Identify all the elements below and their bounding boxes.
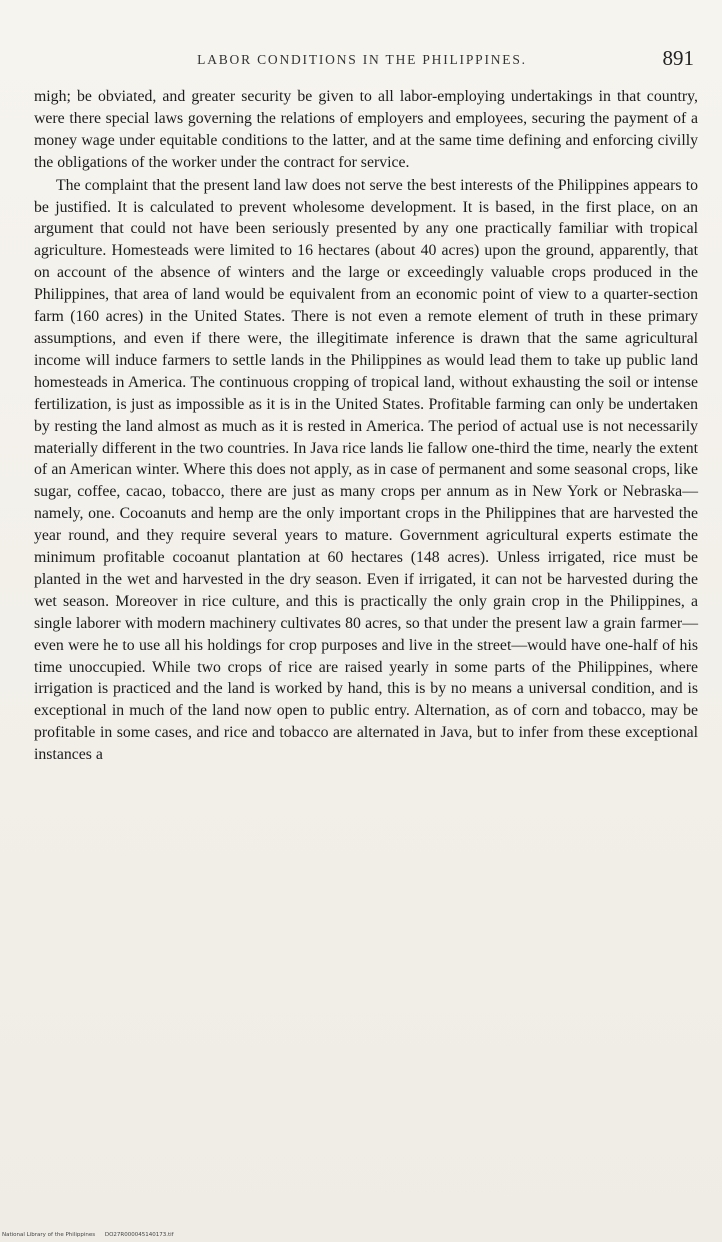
file-code: DO27R000045140173.tif bbox=[104, 1232, 174, 1238]
scan-footer bbox=[2, 1232, 182, 1238]
paragraph-land-law: The complaint that the present land law does not serve the best interests of the Philippines appears to be justified. It is calculated to prevent wholesome development. It is based, in the first place, on an argument that could not have been seriously presented by any one practically familiar with tropical agriculture. Homesteads were limited to 16 hectares (about 40 acres) upon the ground, apparently, that on account of the absence of winters and the large or exceedingly valuable crops produced in the Philippines, that area of land would be equivalent from an economic point of view to a quarter-section farm (160 acres) in the United States. There is not even a remote element of truth in these primary assumptions, and even if there were, the illegitimate inference is drawn that the same agricultural income will induce farmers to settle lands in the Philippines as would lead them to take up public land homesteads in America. The continuous cropping of tropical land, without exhausting the soil or intense fertilization, is just as impossible as it is in the United States. Profitable farming can only be undertaken by resting the land almost as much as it is rested in America. The period of actual use is not necessarily materially different in the two countries. In Java rice lands lie fallow one-third the time, nearly the extent of an American winter. Where this does not apply, as in case of permanent and some seasonal crops, like sugar, coffee, cacao, tobacco, there are just as many crops per annum as in New York or Nebraska—namely, one. Cocoanuts and hemp are the only important crops in the Philippines that are harvested the year round, and they require several years to mature. Government agricultural experts estimate the minimum profitable cocoanut plantation at 60 hectares (148 acres). Unless irrigated, rice must be planted in the wet and harvested in the dry season. Even if irrigated, it can not be harvested during the wet season. Moreover in rice culture, and this is practically the only grain crop in the Philippines, a single laborer with modern machinery cultivates 80 acres, so that under the present law a grain farmer—even were he to use all his holdings for crop purposes and live in the street—would have one-half of his time unoccupied. While two crops of rice are raised yearly in some parts of the Philippines, where irrigation is practiced and the land is worked by hand, this is by no means a universal condition, and is exceptional in much of the land now open to public entry. Alternation, as of corn and tobacco, may be profitable in some cases, and rice and tobacco are alternated in Java, but to infer from these exceptional instances a bbox=[34, 176, 698, 764]
body-text bbox=[34, 86, 698, 766]
library-credit: National Library of the Philippines bbox=[2, 1232, 96, 1238]
running-title: LABOR CONDITIONS IN THE PHILIPPINES. bbox=[197, 52, 527, 67]
page-number: 891 bbox=[662, 46, 694, 70]
paragraph-continued: migh; be obviated, and greater security be given to all labor-employing undertakings in that country, were there special laws governing the relations of employers and employees, securing the payment of a money wage under equitable conditions to the latter, and at the same time defining and enforcing civilly the obligations of the worker under the contract for service. bbox=[34, 88, 698, 171]
page-header bbox=[30, 46, 694, 82]
